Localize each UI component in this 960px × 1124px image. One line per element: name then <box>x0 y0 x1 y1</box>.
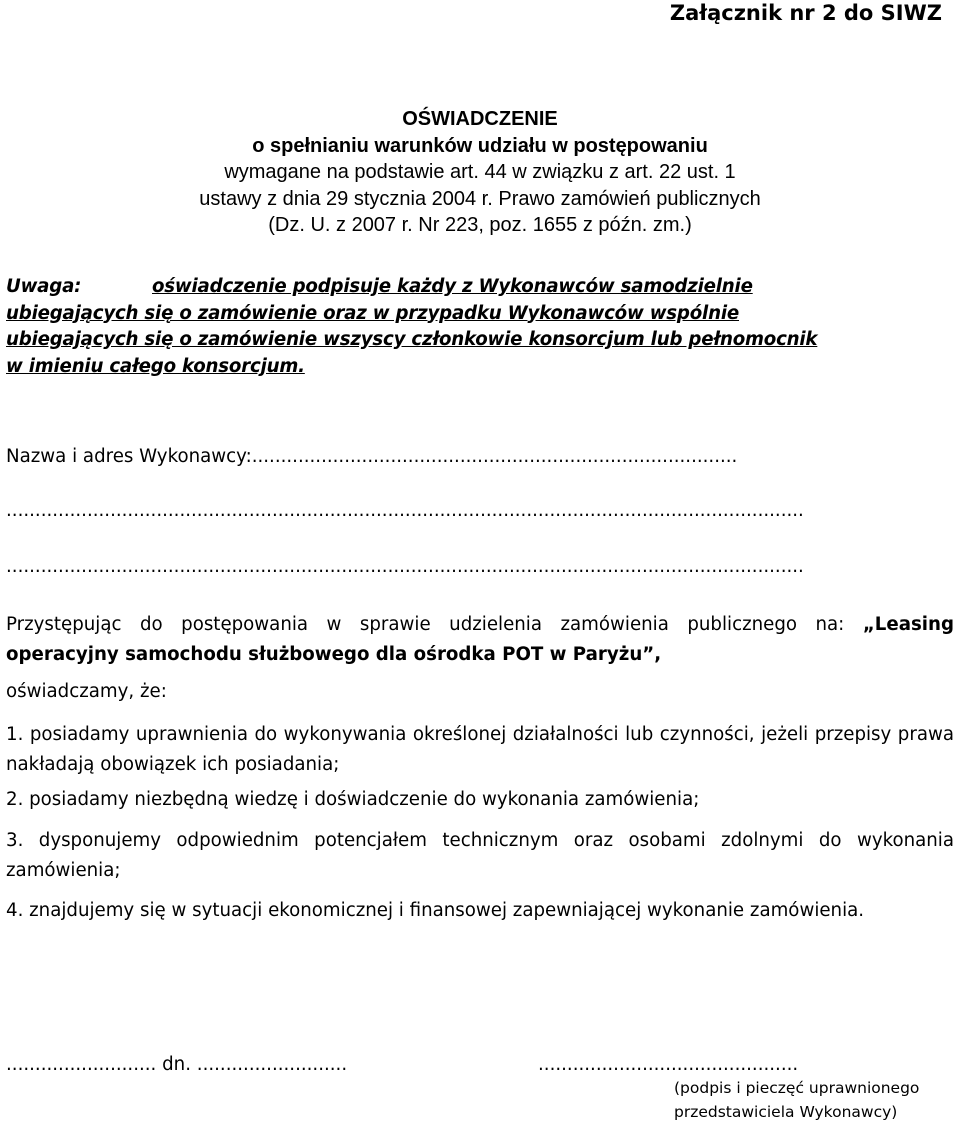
intro-paragraph <box>6 610 954 670</box>
signature-note <box>674 1076 919 1124</box>
warning-line-4: w imieniu całego konsorcjum. <box>6 355 305 377</box>
declaration-item-4: 4. znajdujemy się w sytuacji ekonomicznej i finansowej zapewniającej wykonanie zamówienia. <box>6 900 865 921</box>
legal-basis-line-3: (Dz. U. z 2007 r. Nr 223, poz. 1655 z późn. zm.) <box>268 214 692 236</box>
contractor-dots-line-2: .......................................................................................................................................... <box>6 500 804 521</box>
document-subtitle: o spełnianiu warunków udziału w postępowaniu <box>252 134 708 157</box>
contractor-field <box>6 442 737 472</box>
date-prefix: dn. <box>162 1054 191 1075</box>
signature-dots: ............................................. <box>538 1054 799 1075</box>
warning-line-3: ubiegających się o zamówienie wszyscy członkowie konsorcjum lub pełnomocnik <box>6 329 818 350</box>
tender-subject: „Leasing operacyjny samochodu służbowego dla ośrodka POT w Paryżu”, <box>6 614 954 665</box>
declaration-item-3: 3. dysponujemy odpowiednim potencjałem technicznym oraz osobami zdolnymi do wykonania zamówienia; <box>6 830 954 881</box>
contractor-dots: .................................................................................... <box>251 446 738 467</box>
signature-note-line-2: przedstawiciela Wykonawcy) <box>674 1103 898 1121</box>
declaration-item-2: 2. posiadamy niezbędną wiedzę i doświadczenie do wykonania zamówienia; <box>6 789 700 810</box>
declaration-item-1: 1. posiadamy uprawnienia do wykonywania określonej działalności lub czynności, jeżeli przepisy prawa nakładają obowiązek ich posiadania; <box>6 724 954 775</box>
intro-text: Przystępując do postępowania w sprawie udzielenia zamówienia publicznego na: <box>6 614 863 635</box>
warning-line-2: ubiegających się o zamówienie oraz w przypadku Wykonawców wspólnie <box>6 302 740 324</box>
place-dots: .......................... <box>6 1054 157 1075</box>
warning-line-1: oświadczenie podpisuje każdy z Wykonawców samodzielnie <box>152 276 753 297</box>
contractor-label: Nazwa i adres Wykonawcy: <box>6 446 252 467</box>
warning-note <box>6 274 951 380</box>
legal-basis-line-1: wymagane na podstawie art. 44 w związku z art. 22 ust. 1 <box>224 161 736 183</box>
place-date-line <box>6 1054 347 1075</box>
document-title: OŚWIADCZENIE <box>402 108 558 130</box>
date-dots: .......................... <box>196 1054 348 1075</box>
warning-label: Uwaga: <box>6 276 82 297</box>
declare-text: oświadczamy, że: <box>6 681 167 702</box>
signature-note-line-1: (podpis i pieczęć uprawnionego <box>674 1079 920 1097</box>
contractor-dots-line-3: .......................................................................................................................................... <box>6 556 804 577</box>
attachment-label: Załącznik nr 2 do SIWZ <box>669 1 942 25</box>
document-header <box>0 106 960 239</box>
legal-basis-line-2: ustawy z dnia 29 stycznia 2004 r. Prawo zamówień publicznych <box>199 187 761 210</box>
